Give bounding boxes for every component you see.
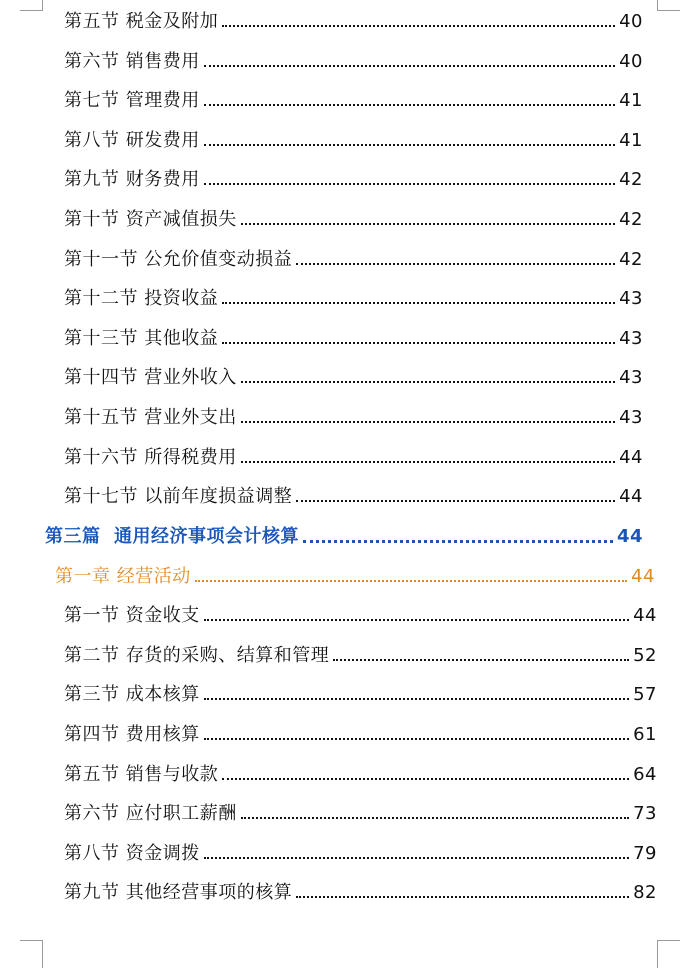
toc-entry-page: 44: [633, 605, 657, 626]
dot-leader: [241, 817, 629, 819]
toc-entry-title: 第十七节 以前年度损益调整: [64, 486, 293, 507]
toc-entry-title: 第八节 研发费用: [64, 130, 200, 151]
dot-leader: [222, 778, 629, 780]
dot-leader: [303, 540, 613, 543]
dot-leader: [222, 342, 615, 344]
dot-leader: [222, 302, 615, 304]
toc-entry-title: 第十三节 其他收益: [64, 328, 219, 349]
dot-leader: [296, 263, 615, 265]
toc-entry-page: 57: [633, 684, 657, 705]
toc-entry[interactable]: [64, 840, 657, 868]
page-corner-mark-top-left: [20, 0, 43, 11]
toc-part-heading[interactable]: [45, 523, 643, 551]
toc-entry[interactable]: [64, 206, 643, 234]
toc-entry[interactable]: [64, 364, 643, 392]
toc-entry-page: 44: [619, 447, 643, 468]
toc-entry[interactable]: [64, 325, 643, 353]
toc-entry-title: 第七节 管理费用: [64, 90, 200, 111]
toc-entry-page: 41: [619, 90, 643, 111]
dot-leader: [241, 381, 615, 383]
toc-entry[interactable]: [64, 404, 643, 432]
toc-entry[interactable]: [64, 285, 643, 313]
toc-entry[interactable]: [64, 127, 643, 155]
toc-entry[interactable]: [64, 246, 643, 274]
toc-entry-page: 41: [619, 130, 643, 151]
toc-entry-title: 第六节 应付职工薪酬: [64, 803, 237, 824]
toc-entry-title: 第六节 销售费用: [64, 51, 200, 72]
toc-entry-title: 第十一节 公允价值变动损益: [64, 249, 293, 270]
dot-leader: [241, 461, 615, 463]
toc-entry-page: 40: [619, 11, 643, 32]
dot-leader: [204, 65, 615, 67]
dot-leader: [296, 896, 629, 898]
dot-leader: [204, 144, 615, 146]
dot-leader: [195, 580, 627, 582]
toc-entry[interactable]: [64, 87, 643, 115]
toc-entry-page: 43: [619, 407, 643, 428]
dot-leader: [333, 659, 629, 661]
toc-entry-title: 第八节 资金调拨: [64, 843, 200, 864]
dot-leader: [204, 183, 615, 185]
toc-entry-page: 43: [619, 367, 643, 388]
toc-entry[interactable]: [64, 444, 643, 472]
toc-entry-title: 第九节 其他经营事项的核算: [64, 882, 293, 903]
toc-entry-page: 64: [633, 764, 657, 785]
toc-entry-page: 44: [619, 486, 643, 507]
toc-entry[interactable]: [64, 761, 657, 789]
toc-entry[interactable]: [64, 166, 643, 194]
toc-entry[interactable]: [64, 800, 657, 828]
toc-entry[interactable]: [64, 642, 657, 670]
toc-entry-title: 第四节 费用核算: [64, 724, 200, 745]
toc-entry-title: 第五节 销售与收款: [64, 764, 219, 785]
toc-entry[interactable]: [64, 8, 643, 36]
toc-entry-page: 42: [619, 209, 643, 230]
dot-leader: [241, 421, 615, 423]
toc-entry-page: 79: [633, 843, 657, 864]
toc-entry-page: 42: [619, 169, 643, 190]
dot-leader: [204, 738, 629, 740]
dot-leader: [241, 223, 615, 225]
toc-entry-title: 第一节 资金收支: [64, 605, 200, 626]
toc-entry-page: 44: [631, 566, 655, 587]
toc-entry-title: 第十节 资产减值损失: [64, 209, 237, 230]
toc-entry[interactable]: [64, 602, 657, 630]
toc-entry[interactable]: [64, 483, 643, 511]
toc-entry-title: 第十六节 所得税费用: [64, 447, 237, 468]
page-corner-mark-bottom-left: [20, 940, 43, 968]
toc-entry-page: 61: [633, 724, 657, 745]
toc-entry-title: 第九节 财务费用: [64, 169, 200, 190]
toc-entry-page: 82: [633, 882, 657, 903]
toc-entry[interactable]: [64, 48, 643, 76]
toc-entry-title: 第十五节 营业外支出: [64, 407, 237, 428]
toc-entry-page: 73: [633, 803, 657, 824]
toc-entry-title: 第十二节 投资收益: [64, 288, 219, 309]
toc-entry-title: 第三节 成本核算: [64, 684, 200, 705]
toc-entry-page: 44: [616, 526, 643, 547]
dot-leader: [204, 698, 629, 700]
dot-leader: [204, 857, 629, 859]
toc-entry[interactable]: [64, 879, 657, 907]
toc-entry-title: 第三篇 通用经济事项会计核算: [45, 526, 300, 547]
toc-entry-title: 第二节 存货的采购、结算和管理: [64, 645, 330, 666]
toc-entry-page: 40: [619, 51, 643, 72]
toc-entry-title: 第十四节 营业外收入: [64, 367, 237, 388]
dot-leader: [222, 25, 615, 27]
toc-entry-page: 43: [619, 288, 643, 309]
toc-entry-page: 43: [619, 328, 643, 349]
toc-entry[interactable]: [64, 721, 657, 749]
toc-entry-page: 42: [619, 249, 643, 270]
toc-entry-title: 第五节 税金及附加: [64, 11, 219, 32]
dot-leader: [296, 500, 615, 502]
dot-leader: [204, 619, 629, 621]
toc-entry-title: 第一章 经营活动: [55, 566, 191, 587]
toc-chapter-heading[interactable]: [55, 563, 655, 591]
page-corner-mark-bottom-right: [657, 940, 680, 968]
page-corner-mark-top-right: [657, 0, 680, 11]
toc-entry-page: 52: [633, 645, 657, 666]
toc-entry[interactable]: [64, 681, 657, 709]
dot-leader: [204, 104, 615, 106]
